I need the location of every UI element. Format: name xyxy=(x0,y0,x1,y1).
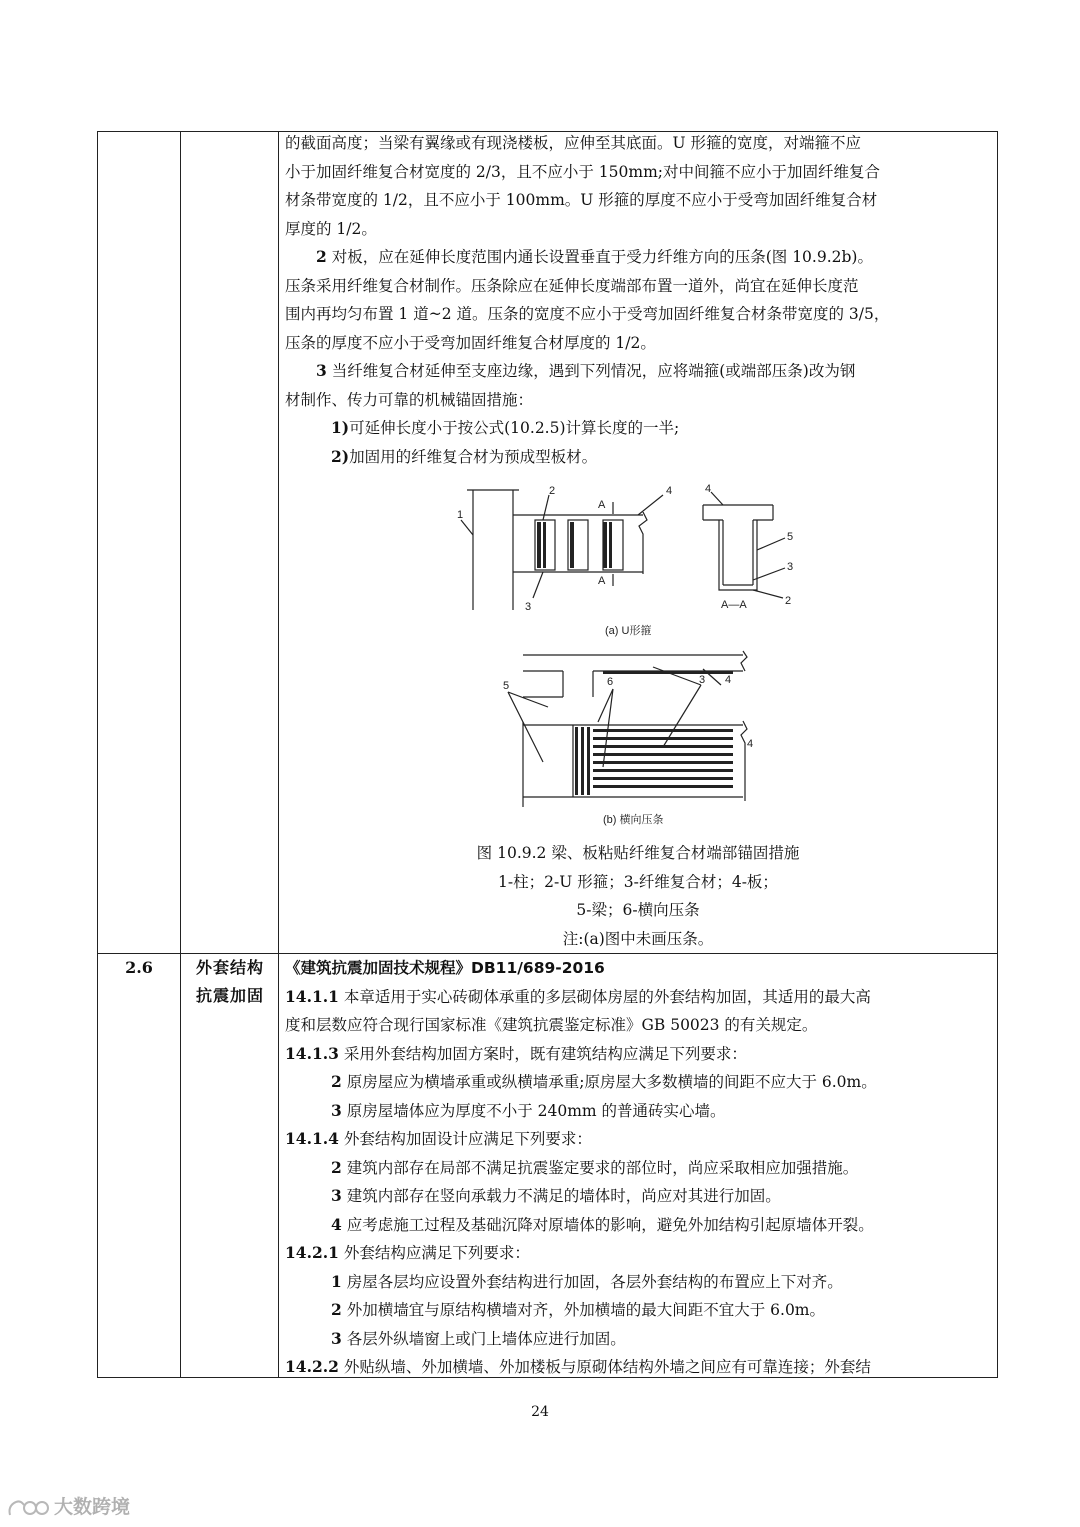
clause-item xyxy=(285,1325,991,1354)
section1-content xyxy=(285,129,991,471)
figure-label: 4 xyxy=(705,483,712,495)
sub-item xyxy=(285,443,991,472)
section-title-line: 抗震加固 xyxy=(195,986,264,1005)
clause-line: 度和层数应符合现行国家标准《建筑抗震鉴定标准》GB 50023 的有关规定。 xyxy=(285,1016,818,1034)
figure-label: 1 xyxy=(457,509,464,521)
figure-label: 2 xyxy=(549,485,556,497)
clause-item xyxy=(285,1182,991,1211)
section2-content xyxy=(285,954,991,1382)
sub-item xyxy=(285,414,991,443)
figure-a-subtitle: (a) U形箍 xyxy=(605,625,652,637)
clause-line xyxy=(285,983,991,1012)
paragraph-line: 的截面高度；当梁有翼缘或有现浇楼板，应伸至其底面。U 形箍的宽度，对端箍不应 xyxy=(285,134,861,152)
item-text: 当纤维复合材延伸至支座边缘，遇到下列情况，应将端箍(或端部压条)改为钢 xyxy=(326,362,856,380)
sub-item-text: 加固用的纤维复合材为预成型板材。 xyxy=(349,447,598,466)
clause-item-number: 2 xyxy=(331,1300,342,1319)
figure-b-transverse-strip-drawing xyxy=(503,647,773,827)
standard-title: 《建筑抗震加固技术规程》DB11/689-2016 xyxy=(285,959,605,977)
clause-text: 外套结构应满足下列要求： xyxy=(338,1244,530,1262)
figure-label: 5 xyxy=(503,680,510,692)
clause-line xyxy=(285,1353,991,1382)
clause-number: 14.2.1 xyxy=(285,1243,339,1262)
figure-label: 4 xyxy=(666,485,673,497)
clause-item xyxy=(285,1296,991,1325)
clause-item-number: 2 xyxy=(331,1072,342,1091)
paragraph-line: 厚度的 1/2。 xyxy=(285,219,377,238)
paragraph-line: 小于加固纤维复合材宽度的 2/3，且不应小于 150mm;对中间箍不应小于加固纤维复合 xyxy=(285,162,881,181)
clause-item-text: 建筑内部存在局部不满足抗震鉴定要求的部位时，尚应采取相应加强措施。 xyxy=(341,1158,859,1177)
clause-item-text: 各层外纵墙窗上或门上墙体应进行加固。 xyxy=(341,1329,626,1348)
figure-label: 2 xyxy=(785,595,792,607)
item-number: 2 xyxy=(316,247,327,266)
clause-item-number: 2 xyxy=(331,1157,342,1177)
figure-legend: 5-梁；6-横向压条 xyxy=(576,901,700,919)
figure-label: 3 xyxy=(787,561,794,573)
clause-item-number: 3 xyxy=(331,1328,342,1348)
figure-label: 6 xyxy=(607,676,614,688)
watermark-text: 大数跨境 xyxy=(54,1496,131,1518)
clause-number: 14.1.1 xyxy=(285,986,339,1006)
clause-item-number: 3 xyxy=(331,1186,342,1205)
clause-number: 14.1.4 xyxy=(285,1129,339,1148)
clause-item xyxy=(285,1068,991,1097)
clause-line xyxy=(285,1239,991,1268)
sub-item-text: 可延伸长度小于按公式(10.2.5)计算长度的一半; xyxy=(349,419,680,437)
item-3-line: 材制作、传力可靠的机械锚固措施： xyxy=(285,390,534,409)
clause-item-number: 4 xyxy=(331,1214,342,1234)
figure-legend: 1-柱；2-U 形箍；3-纤维复合材；4-板； xyxy=(498,872,778,891)
clause-item-text: 原房屋墙体应为厚度不小于 240mm 的普通砖实心墙。 xyxy=(341,1101,726,1120)
figure-label: 4 xyxy=(725,674,732,686)
figure-label: 5 xyxy=(787,531,794,543)
clause-text: 外贴纵墙、外加横墙、外加楼板与原砌体结构外墙之间应有可靠连接；外套结 xyxy=(338,1358,871,1376)
section-label: A—A xyxy=(721,599,747,611)
clause-item-number: 3 xyxy=(331,1100,342,1120)
sub-item-number: 1) xyxy=(331,418,350,437)
figure-label: 3 xyxy=(699,674,706,686)
watermark-logo-icon xyxy=(6,1497,50,1519)
column-divider xyxy=(180,132,181,1377)
clause-item-number: 1 xyxy=(331,1271,342,1291)
clause-line xyxy=(285,1125,991,1154)
clause-item-text: 原房屋应为横墙承重或纵横墙承重;原房屋大多数横墙的间距不应大于 6.0m。 xyxy=(341,1073,877,1091)
section-title xyxy=(182,954,278,1010)
figure-caption-block xyxy=(285,839,991,953)
clause-text: 本章适用于实心砖砌体承重的多层砌体房屋的外套结构加固，其适用的最大高 xyxy=(338,987,871,1006)
figure-note: 注:(a)图中未画压条。 xyxy=(562,929,714,948)
clause-item-text: 建筑内部存在竖向承载力不满足的墙体时，尚应对其进行加固。 xyxy=(341,1187,781,1205)
clause-text: 采用外套结构加固方案时，既有建筑结构应满足下列要求： xyxy=(338,1044,747,1063)
clause-text: 外套结构加固设计应满足下列要求： xyxy=(338,1130,592,1148)
clause-item xyxy=(285,1154,991,1183)
clause-number: 14.1.3 xyxy=(285,1043,339,1063)
watermark xyxy=(6,1492,130,1519)
column-divider xyxy=(278,132,279,1377)
item-2-line xyxy=(285,243,991,272)
clause-item xyxy=(285,1211,991,1240)
figure-label: 3 xyxy=(525,601,532,613)
item-number: 3 xyxy=(316,361,327,380)
item-text: 对板，应在延伸长度范围内通长设置垂直于受力纤维方向的压条(图 10.9.2b)。 xyxy=(326,248,873,266)
section-title-line: 外套结构 xyxy=(195,958,264,977)
clause-number: 14.2.2 xyxy=(285,1357,339,1376)
item-2-line: 围内再均匀布置 1 道~2 道。压条的宽度不应小于受弯加固纤维复合材条带宽度的 3/5， xyxy=(285,305,890,323)
item-3-line xyxy=(285,357,991,386)
clause-item xyxy=(285,1097,991,1126)
sub-item-number: 2) xyxy=(331,446,350,466)
page-number: 24 xyxy=(531,1404,549,1420)
figure-label: 4 xyxy=(747,738,754,750)
figure-b-subtitle: (b) 横向压条 xyxy=(603,814,664,826)
clause-item xyxy=(285,1268,991,1297)
section-number: 2.6 xyxy=(125,958,153,977)
item-2-line: 压条的厚度不应小于受弯加固纤维复合材厚度的 1/2。 xyxy=(285,333,656,352)
clause-line xyxy=(285,1040,991,1069)
clause-item-text: 房屋各层均应设置外套结构进行加固，各层外套结构的布置应上下对齐。 xyxy=(341,1272,843,1291)
item-2-line: 压条采用纤维复合材制作。压条除应在延伸长度端部布置一道外，尚宜在延伸长度范 xyxy=(285,276,859,295)
clause-item-text: 应考虑施工过程及基础沉降对原墙体的影响，避免外加结构引起原墙体开裂。 xyxy=(341,1215,874,1234)
spec-table xyxy=(97,131,998,1378)
figure-caption: 图 10.9.2 梁、板粘贴纤维复合材端部锚固措施 xyxy=(476,844,800,862)
paragraph-line: 材条带宽度的 1/2，且不应小于 100mm。U 形箍的厚度不应小于受弯加固纤维复合材 xyxy=(285,191,878,209)
figure-label: A xyxy=(598,499,606,511)
figure-a-u-stirrup-drawing xyxy=(453,480,923,640)
clause-item-text: 外加横墙宜与原结构横墙对齐，外加横墙的最大间距不宜大于 6.0m。 xyxy=(341,1301,826,1319)
figure-label: A xyxy=(598,575,606,587)
